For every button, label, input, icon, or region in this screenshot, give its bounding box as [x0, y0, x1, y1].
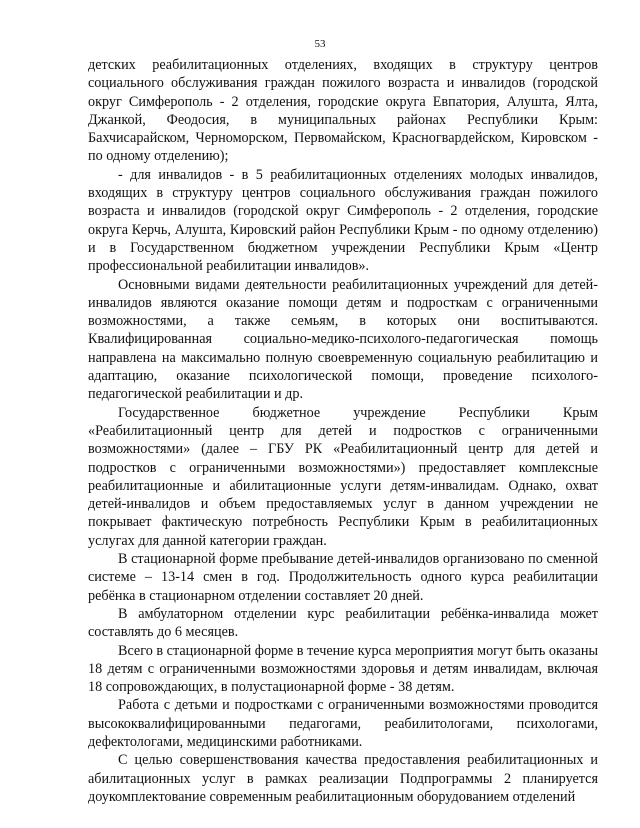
- paragraph-1: детских реабилитационных отделениях, входящих в структуру центров социального обслуживания граждан пожилого возраста и инвалидов (городской округ Симферополь - 2 отделения, городские округа Евпатория, Алушта, Ялта, Джанкой, Феодосия, в муниципальных районах Республики Крым: Бахчисарайском, Черноморском, Первомайском, Красногвардейском, Кировском - по одному отделению);: [88, 57, 598, 165]
- page-number: 53: [314, 38, 326, 50]
- paragraph-6: В амбулаторном отделении курс реабилитации ребёнка-инвалида может составлять до 6 месяцев.: [88, 605, 598, 641]
- paragraph-9: С целью совершенствования качества предоставления реабилитационных и абилитационных услуг в рамках реализации Подпрограммы 2 планируется доукомплектование современным реабилитационным оборудованием отделений: [88, 752, 598, 805]
- paragraph-4: Государственное бюджетное учреждение Республики Крым «Реабилитационный центр для детей и подростков с ограниченными возможностями» (далее – ГБУ РК «Реабилитационный центр для детей и подростков с ограниченными возможностями») предоставляет комплексные реабилитационные и абилитационные услуги детям-инвалидам. Однако, охват детей-инвалидов и объем предоставляемых услуг в данном учреждении не покрывает фактическую потребность Республики Крым в реабилитационных услугах для данной категории граждан.: [88, 404, 598, 549]
- paragraph-8: Работа с детьми и подростками с ограниченными возможностями проводится высококвалифицированными педагогами, реабилитологами, психологами, дефектологами, медицинскими работниками.: [88, 697, 598, 750]
- document-body: [88, 56, 598, 806]
- paragraph-3: Основными видами деятельности реабилитационных учреждений для детей-инвалидов являются оказание помощи детям и подросткам с ограниченными возможностями, а также семьям, в которых они воспитываются. Квалифицированная социально-медико-психолого-педагогическая помощь направлена на максимально полную своевременную социальную реабилитацию и адаптацию, оказание психологической помощи, проведение психолого-педагогической реабилитации и др.: [88, 276, 598, 403]
- paragraph-2: - для инвалидов - в 5 реабилитационных отделениях молодых инвалидов, входящих в структуру центров социального обслуживания граждан пожилого возраста и инвалидов (городской округ Симферополь - 2 отделения, городские округа Керчь, Алушта, Кировский район Республики Крым - по одному отделению) и в Государственном бюджетном учреждении Республики Крым «Центр профессиональной реабилитации инвалидов».: [88, 166, 598, 275]
- paragraph-5: В стационарной форме пребывание детей-инвалидов организовано по сменной системе – 13-14 смен в год. Продолжительность одного курса реабилитации ребёнка в стационарном отделении составляет 20 дней.: [88, 551, 598, 604]
- paragraph-7: Всего в стационарной форме в течение курса мероприятия могут быть оказаны 18 детям с ограниченными возможностями здоровья и детям инвалидам, включая 18 сопровождающих, в полустационарной форме - 38 детям.: [88, 642, 598, 696]
